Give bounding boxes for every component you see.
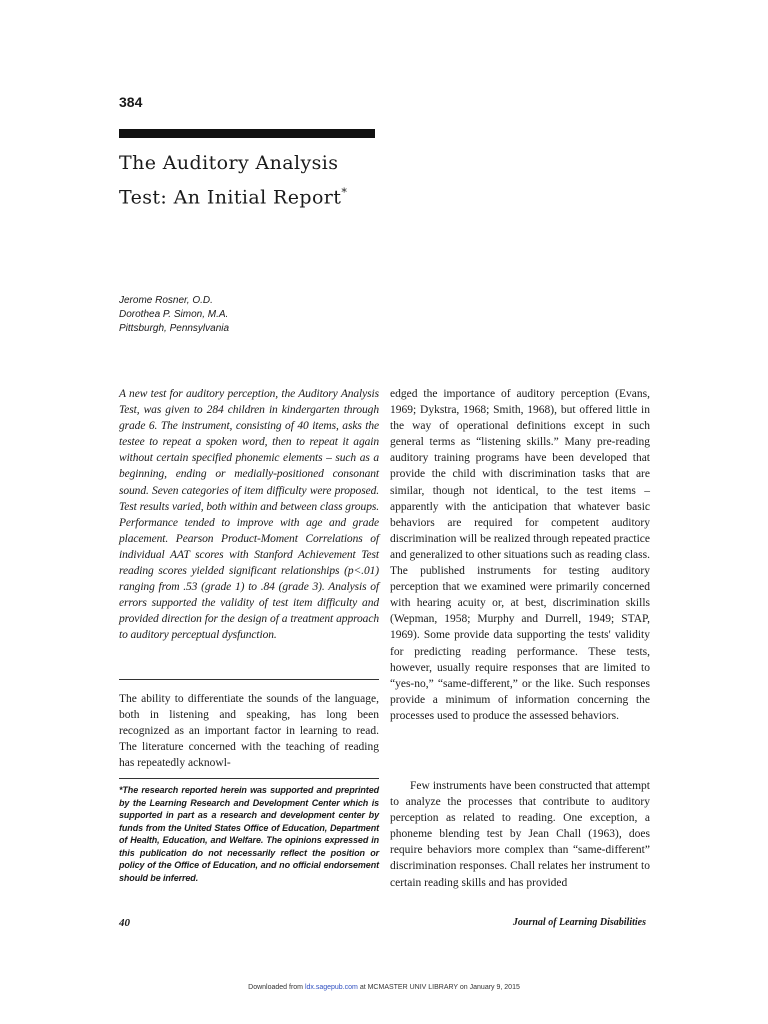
footnote: *The research reported herein was supported and preprinted by the Learning Research and Development Center which is supported in part as a research and development center by funds from the United States Office of Education, Department of Health, Education, and Welfare. The opinions expressed in this publication do not necessarily reflect the position or policy of the Office of Education, and no official endorsement should be inferred.	[119, 785, 379, 883]
author-2: Dorothea P. Simon, M.A.	[119, 309, 229, 320]
page-number-top: 384	[119, 94, 143, 110]
abstract-divider	[119, 679, 379, 680]
title-line-1: The Auditory Analysis	[119, 152, 339, 174]
author-1: Jerome Rosner, O.D.	[119, 295, 213, 306]
page-number-bottom: 40	[119, 917, 130, 929]
download-prefix: Downloaded from	[248, 984, 305, 991]
journal-name: Journal of Learning Disabilities	[512, 917, 646, 928]
author-block	[119, 294, 319, 336]
body-paragraph-1: edged the importance of auditory perception (Evans, 1969; Dykstra, 1968; Smith, 1968), but offered little in the way of operational definitions except in such general terms as “listening skills.” Many pre-reading auditory training programs have been developed that provide the child with discrimination tasks that are similar, though not identical, to the test items – apparently with the anticipation that whatever basic behaviors are required for competent auditory discrimination will be realized through repeated practice and generalized to other situations such as reading class. The published instruments for testing auditory perception that we examined were primarily concerned with hearing acuity or, at best, discrimination skills (Wepman, 1958; Murphy and Durrell, 1949; STAP, 1969). Some provide data supporting the tests' validity for predicting reading performance. These tests, however, usually require responses that are limited to “yes-no,” “same-different,” or the like. Such responses provide a minimum of information concerning the processes used to produce the assessed behaviors.	[390, 388, 650, 722]
body-paragraph-2: Few instruments have been constructed that attempt to analyze the processes that contribute to auditory perception as related to reading. One exception, a phoneme blending test by Jean Chall (1963), does require behaviors more complex than “same-different” discrimination responses. Chall relates her instrument to certain reading skills and has provided	[390, 780, 650, 889]
title-footnote-mark: *	[341, 186, 348, 199]
abstract: A new test for auditory perception, the Auditory Analysis Test, was given to 284 children in kindergarten through grade 6. The instrument, consisting of 40 items, asks the testee to repeat a spoken word, then to repeat it again without certain specified phonemic elements – such as a beginning, ending or medially-positioned consonant sound. Seven categories of item difficulty were proposed. Test results varied, both within and between class groups. Performance tended to improve with age and grade placement. Pearson Product-Moment Correlations of individual AAT scores with Stanford Achievement Test reading scores yielded significant relationships (p<.01) ranging from .53 (grade 1) to .84 (grade 3). Analysis of errors supported the validity of test item difficulty and provided direction for the design of a treatment approach to auditory perceptual dysfunction.	[119, 388, 379, 642]
author-location: Pittsburgh, Pennsylvania	[119, 323, 230, 334]
footnote-divider	[119, 778, 379, 779]
article-title	[119, 148, 419, 212]
intro-paragraph: The ability to differentiate the sounds of the language, both in listening and speaking, has long been recognized as an important factor in learning to read. The literature concerned with the teaching of reading has repeatedly acknowl-	[119, 693, 379, 770]
download-notice	[0, 984, 768, 991]
download-site-link[interactable]: ldx.sagepub.com	[304, 984, 358, 991]
title-rule	[119, 129, 375, 138]
download-suffix: at MCMASTER UNIV LIBRARY on January 9, 2015	[357, 984, 520, 991]
title-line-2: Test: An Initial Report	[119, 186, 342, 209]
